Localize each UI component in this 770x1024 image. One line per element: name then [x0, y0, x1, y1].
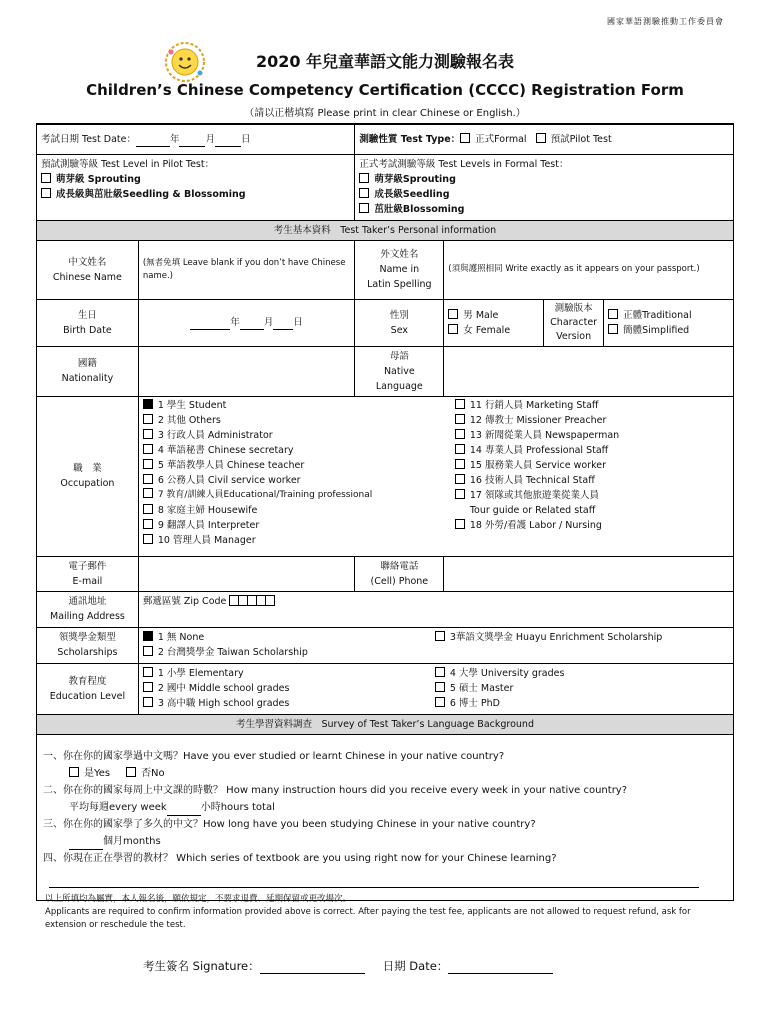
signature-label: 考生簽名 Signature：: [143, 959, 260, 973]
test-type-formal-checkbox[interactable]: [460, 133, 470, 143]
education-checkbox[interactable]: [435, 682, 445, 692]
education-checkbox[interactable]: [435, 697, 445, 707]
education-checkbox[interactable]: [143, 667, 153, 677]
occupation-checkbox[interactable]: [143, 488, 153, 498]
formal-blossoming-checkbox[interactable]: [359, 203, 369, 213]
latin-name-field[interactable]: (須與護照相同 Write exactly as it appears on your passport.): [444, 240, 734, 299]
sex-male-checkbox[interactable]: [448, 309, 458, 319]
email-label: 電子郵件 E-mail: [37, 556, 139, 591]
survey-q4: 四、你現在正在學習的教材？ Which series of textbook are you using right now for your Chinese learning?: [43, 852, 557, 864]
occupation-right-list: 11 行銷人員 Marketing Staff 12 傳教士 Missioner Preacher 13 新聞從業人員 Newspaperman 14 專業人員 Professional Staff 15 服務業人員 Service worker 16 技術人員 Technical Staff 17 領隊或其他旅遊業從業人員 Tour guide or Related staff 18 外勞/看護 Labor / Nursing: [455, 398, 729, 548]
pilot-seedling-blossoming-checkbox[interactable]: [41, 188, 51, 198]
occupation-checkbox[interactable]: [455, 444, 465, 454]
phone-field[interactable]: [444, 556, 734, 591]
date-field[interactable]: [448, 960, 553, 974]
native-language-field[interactable]: [444, 346, 734, 396]
form-title-chinese: 2020 年兒童華語文能力測驗報名表: [255, 52, 515, 71]
scholarship-options: 1 無 None 2 台灣獎學金 Taiwan Scholarship 3華語文獎學金 Huayu Enrichment Scholarship: [138, 627, 733, 663]
occupation-checkbox[interactable]: [455, 519, 465, 529]
occupation-checkbox[interactable]: [455, 474, 465, 484]
terms-notice: [45, 893, 725, 932]
native-language-label: 母語 Native Language: [355, 346, 444, 396]
pilot-levels-cell: 預試測驗等級 Test Level in Pilot Test： 萌芽級 Sprouting 成長級與茁壯級Seedling & Blossoming: [37, 154, 355, 220]
survey-q2: 二、你在你的國家每周上中文課的時數？ How many instruction hours did you receive every week in your native country?: [43, 784, 628, 796]
occupation-checkbox[interactable]: [143, 444, 153, 454]
education-label: 教育程度 Education Level: [37, 663, 139, 714]
occupation-checkbox[interactable]: [143, 534, 153, 544]
q1-no-checkbox[interactable]: [126, 767, 136, 777]
occupation-left-list: 1 學生 Student 2 其他 Others 3 行政人員 Administrator 4 華語秘書 Chinese secretary 5 華語教學人員 Chinese teacher 6 公務人員 Civil service worker 7 教育/訓練人員Educational/Training professional 8 家庭主婦 Housewife 9 翻譯人員 Interpreter 10 管理人員 Manager: [143, 398, 455, 548]
sex-label: 性別 Sex: [355, 299, 444, 346]
occupation-checkbox[interactable]: [143, 429, 153, 439]
occupation-options: [138, 396, 733, 556]
sex-female-checkbox[interactable]: [448, 324, 458, 334]
occupation-label: 職 業 Occupation: [37, 396, 139, 556]
latin-name-label: 外文姓名 Name in Latin Spelling: [355, 240, 444, 299]
char-version-label: 測驗版本 Character Version: [544, 299, 604, 346]
scholarship-label: 領獎學金類型 Scholarships: [37, 627, 139, 663]
simplified-checkbox[interactable]: [608, 324, 618, 334]
email-field[interactable]: [138, 556, 355, 591]
scholarship-taiwan-checkbox[interactable]: [143, 646, 153, 656]
birth-date-label: 生日 Birth Date: [37, 299, 139, 346]
formal-seedling-checkbox[interactable]: [359, 188, 369, 198]
char-version-options: 正體Traditional 簡體Simplified: [604, 299, 734, 346]
occupation-checkbox[interactable]: [143, 474, 153, 484]
occupation-checkbox[interactable]: [455, 399, 465, 409]
test-type-pilot-checkbox[interactable]: [536, 133, 546, 143]
pilot-sprouting-checkbox[interactable]: [41, 173, 51, 183]
sex-options: 男 Male 女 Female: [444, 299, 544, 346]
address-label: 通訊地址 Mailing Address: [37, 591, 139, 627]
form-subtitle: （請以正楷填寫 Please print in clear Chinese or English.）: [244, 108, 526, 119]
survey-section-header: 考生學習資料調查 Survey of Test Taker’s Language Background: [37, 714, 734, 734]
education-options: 1 小學 Elementary 2 國中 Middle school grades 3 高中職 High school grades 4 大學 University grades 5 碩士 Master 6 博士 PhD: [138, 663, 733, 714]
occupation-checkbox[interactable]: [143, 414, 153, 424]
nationality-label: 國籍 Nationality: [37, 346, 139, 396]
occupation-checkbox[interactable]: [455, 489, 465, 499]
signature-field[interactable]: [260, 960, 365, 974]
traditional-checkbox[interactable]: [608, 309, 618, 319]
address-field[interactable]: 郵遞區號 Zip Code: [138, 591, 733, 627]
occupation-checkbox[interactable]: [143, 459, 153, 469]
test-type-cell: 測驗性質 Test Type： 正式Formal 預試Pilot Test: [355, 124, 734, 154]
education-checkbox[interactable]: [143, 682, 153, 692]
occupation-checkbox[interactable]: [455, 459, 465, 469]
scholarship-none-checkbox[interactable]: [143, 631, 153, 641]
occupation-checkbox[interactable]: [143, 399, 153, 409]
registration-table: [36, 123, 734, 901]
personal-info-section-header: 考生基本資料 Test Taker’s Personal information: [37, 220, 734, 240]
textbook-answer-line[interactable]: [49, 887, 699, 888]
signature-area: [143, 958, 571, 974]
terms-notice-en: Applicants are required to confirm information provided above is correct. After paying the test fee, applicants are not allowed to request refund, ask for extension or reschedule the test.: [45, 907, 691, 930]
test-date-cell[interactable]: 考試日期 Test Date： 年 月 日: [37, 124, 355, 154]
chinese-name-field[interactable]: (無者免填 Leave blank if you don’t have Chinese name.): [138, 240, 355, 299]
chinese-name-label: 中文姓名 Chinese Name: [37, 240, 139, 299]
education-checkbox[interactable]: [143, 697, 153, 707]
zip-code-box[interactable]: [265, 595, 275, 606]
test-date-label: 考試日期 Test Date：: [41, 133, 136, 145]
survey-q3: 三、你在你的國家學了多久的中文？How long have you been studying Chinese in your native country?: [43, 818, 536, 830]
formal-levels-cell: 正式考試測驗等級 Test Levels in Formal Test： 萌芽級Sprouting 成長級Seedling 茁壯級Blossoming: [355, 154, 734, 220]
formal-sprouting-checkbox[interactable]: [359, 173, 369, 183]
phone-label: 聯絡電話 (Cell) Phone: [355, 556, 444, 591]
date-label: 日期 Date：: [382, 959, 449, 973]
occupation-checkbox[interactable]: [455, 429, 465, 439]
nationality-field[interactable]: [138, 346, 355, 396]
survey-q1: 一、你在你的國家學過中文嗎？Have you ever studied or learnt Chinese in your native country?: [43, 750, 505, 762]
scholarship-huayu-checkbox[interactable]: [435, 631, 445, 641]
form-title-english: Children’s Chinese Competency Certification (CCCC) Registration Form: [86, 81, 684, 99]
occupation-checkbox[interactable]: [143, 519, 153, 529]
birth-date-field[interactable]: 年 月 日: [138, 299, 355, 346]
organization-name: 國家華語測驗推動工作委員會: [607, 17, 724, 26]
test-type-label: 測驗性質 Test Type：: [359, 133, 461, 145]
terms-notice-cn: 以上所填均為屬實，本人報名後，願依規定，不要求退費、延期保留或更改場次。: [45, 894, 352, 904]
survey-body: 一、你在你的國家學過中文嗎？Have you ever studied or learnt Chinese in your native country? 是Yes 否No 二、你在你的國家每周上中文課的時數？ How many instruction hours did you receive every week in your native country? 平均每週every week 小時hours total 三、你在你的國家學了多久的中文？How long have you been studying Chinese in your native country? 個月months 四、你現在正在學習的教材？ Which series of textbook are you using right now for your Chinese learning?: [37, 734, 734, 900]
q1-yes-checkbox[interactable]: [69, 767, 79, 777]
occupation-checkbox[interactable]: [143, 504, 153, 514]
occupation-checkbox[interactable]: [455, 414, 465, 424]
education-checkbox[interactable]: [435, 667, 445, 677]
